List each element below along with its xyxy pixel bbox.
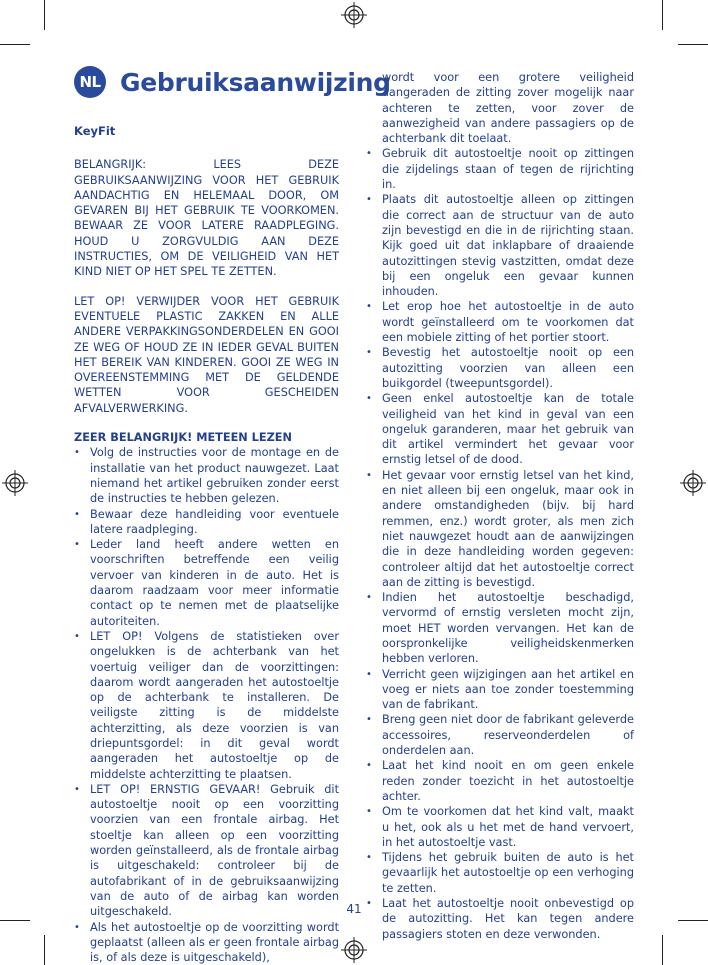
list-item: • Let erop hoe het autostoeltje in de auto wordt geïnstalleerd om te voorkomen dat een mobiele zitting of het portier stoort. [366,299,634,345]
registration-mark-icon [2,470,28,496]
list-item: • Als het autostoeltje op de voorzitting wordt geplaatst (alleen als er geen frontale airbag is, of als deze is uitgeschakeld), [74,920,339,965]
section-heading: ZEER BELANGRIJK! METEEN LEZEN [74,431,292,445]
list-item: • Geen enkel autostoeltje kan de totale veiligheid van het kind in geval van een ongeluk garanderen, maar het gebruik van dit artikel vermindert het gevaar voor ernstig letsel of de dood. [366,391,634,467]
page-header [74,64,391,100]
list-item: • Tijdens het gebruik buiten de auto is het gevaarlijk het autostoeltje op een verhoging te zetten. [366,850,634,896]
crop-mark [678,44,708,45]
list-item: • Om te voorkomen dat het kind valt, maakt u het, ook als u het met de hand vervoert, in het autostoeltje vast. [366,804,634,850]
list-item: • Bevestig het autostoeltje nooit op een autozitting voorzien van alleen een buikgordel (tweepuntsgordel). [366,345,634,391]
list-item: • LET OP! Volgens de statistieken over ongelukken is de achterbank van het voertuig veiliger dan de voorzittingen: daarom wordt aangeraden het autostoeltje op de achterbank te installeren. De veiligste zitting is de middelste achterzitting, als deze voorzien is van driepuntsgordel: in dit geval wordt aangeraden het autostoeltje op de middelste achterzitting te plaatsen. [74,629,339,782]
warning-paragraph: BELANGRIJK: LEES DEZE GEBRUIKSAANWIJZING VOOR HET GEBRUIK AANDACHTIG EN HELEMAAL DOOR, OM GEVAREN BIJ HET GEBRUIK TE VOORKOMEN. BEWAAR ZE VOOR LATERE RAADPLEGING. HOUD U ZORGVULDIG AAN DEZE INSTRUCTIES, OM DE VEILIGHEID VAN HET KIND NIET OP HET SPEL TE ZETTEN. [74,158,339,279]
list-item: • Leder land heeft andere wetten en voorschriften betreffende een veilig vervoer van kinderen in de auto. Het is daarom raadzaam voor meer informatie contact op te nemen met de plaatselijke autoriteiten. [74,537,339,629]
crop-mark [662,0,663,30]
list-item: • Volg de instructies voor de montage en de installatie van het product nauwgezet. Laat niemand het artikel gebruiken zonder eerst de instructies te hebben gelezen. [74,445,339,506]
list-item: • Verricht geen wijzigingen aan het artikel en voeg er niets aan toe zonder toestemming van de fabrikant. [366,667,634,713]
language-badge: NL [74,66,106,98]
crop-mark [662,935,663,965]
right-column [366,70,634,942]
safety-list [366,146,634,941]
list-item: • Het gevaar voor ernstig letsel van het kind, en niet alleen bij een ongeluk, maar ook in andere omstandigheden (bijv. bij hard remmen, enz.) wordt groter, als men zich niet nauwgezet houdt aan de aanwijzingen die in deze handleiding worden gegeven: controleer altijd dat het autostoeltje correct aan de zitting is bevestigd. [366,468,634,590]
page-title: Gebruiksaanwijzing [120,67,391,97]
registration-mark-icon [341,937,367,963]
product-name: KeyFit [74,124,116,138]
crop-mark [44,935,45,965]
safety-list [74,445,339,965]
list-item: • Breng geen niet door de fabrikant geleverde accessoires, reserveonderdelen of onderdelen aan. [366,712,634,758]
crop-mark [0,920,30,921]
list-item: • Laat het kind nooit en om geen enkele reden zonder toezicht in het autostoeltje achter. [366,758,634,804]
list-item-continuation: wordt voor een grotere veiligheid aangeraden de zitting zover mogelijk naar achteren te zetten, voor zover de aanwezigheid van andere passagiers op de achterbank dit toelaat. [382,71,634,146]
crop-mark [0,44,30,45]
list-item: • Bewaar deze handleiding voor eventuele latere raadpleging. [74,507,339,538]
registration-mark-icon [341,2,367,28]
list-item: • Indien het autostoeltje beschadigd, vervormd of ernstig versleten mocht zijn, moet HET worden vervangen. Het kan de oorspronkelijke veiligheidskenmerken hebben verloren. [366,590,634,666]
crop-mark [44,0,45,30]
list-item: • LET OP! ERNSTIG GEVAAR! Gebruik dit autostoeltje nooit op een voorzitting voorzien van een frontale airbag. Het stoeltje kan alleen op een voorzitting worden geïnstalleerd, als de frontale airbag is uitgeschakeld: controleer bij de autofabrikant of in de gebruiksaanwijzing van de auto of de airbag kan worden uitgeschakeld. [74,782,339,920]
crop-mark [678,920,708,921]
warning-paragraph: LET OP! VERWIJDER VOOR HET GEBRUIK EVENTUELE PLASTIC ZAKKEN EN ALLE ANDERE VERPAKKINGSONDERDELEN EN GOOI ZE WEG OF HOUD ZE IN IEDER GEVAL BUITEN HET BEREIK VAN KINDEREN. GOOI ZE WEG IN OVEREENSTEMMING MET DE GELDENDE WETTEN VOOR GESCHEIDEN AFVALVERWERKING. [74,294,339,415]
left-column [74,124,339,965]
page-number: 41 [346,902,362,916]
list-item: • Laat het autostoeltje nooit onbevestigd op de autozitting. Het kan tegen andere passagiers stoten en deze verwonden. [366,896,634,942]
list-item: • Gebruik dit autostoeltje nooit op zittingen die zijdelings staan of tegen de rijrichting in. [366,146,634,192]
list-item: • Plaats dit autostoeltje alleen op zittingen die correct aan de structuur van de auto zijn bevestigd en die in de rijrichting staan. Kijk goed uit dat inklapbare of draaiende autozittingen stevig vastzitten, omdat deze bij een ongeluk een gevaar kunnen inhouden. [366,192,634,299]
registration-mark-icon [680,470,706,496]
